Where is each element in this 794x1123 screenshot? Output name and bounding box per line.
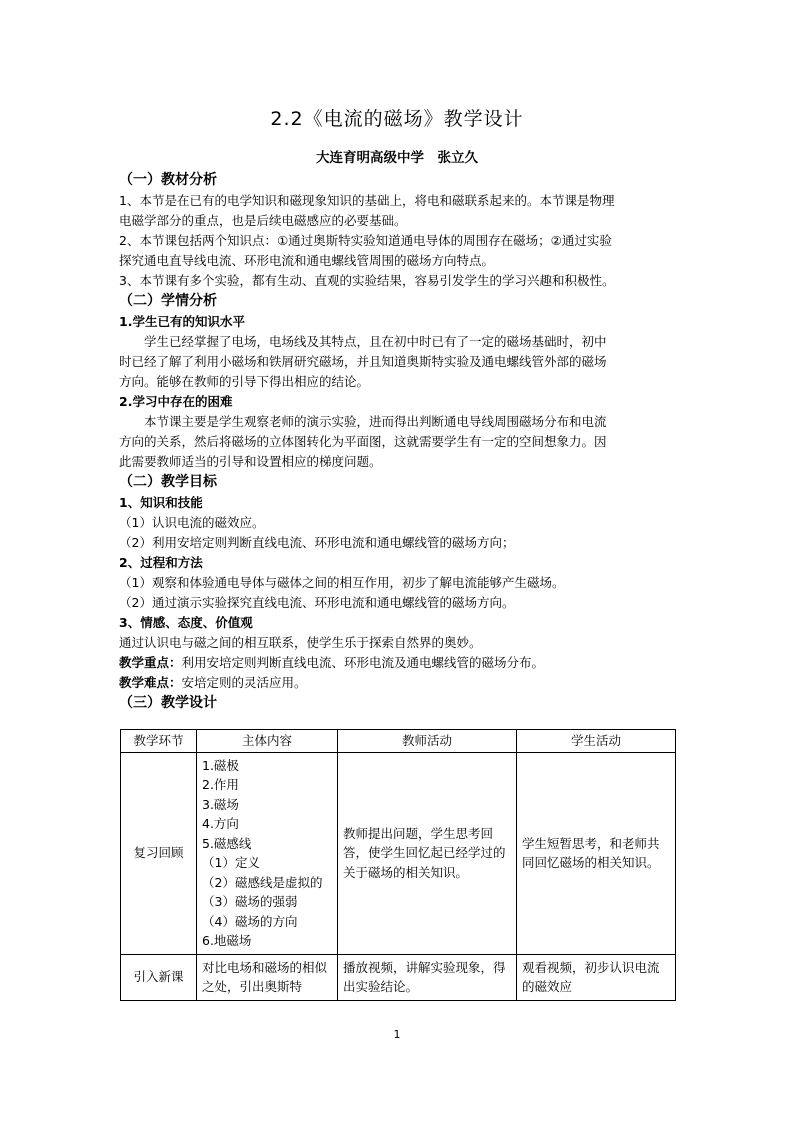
paragraph-line: 1、本节是在已有的电学知识和磁现象知识的基础上，将电和磁联系起来的。本节课是物理 [119,193,615,208]
content-item: （2）磁感线是虚拟的 [202,874,323,890]
subheading-difficulties: 2.学习中存在的困难 [119,394,233,409]
subheading-process-methods: 2、过程和方法 [119,555,203,570]
student-activity-cell: 观看视频，初步认识电流的磁效应 [517,954,676,1000]
paragraph-line: 电磁学部分的重点，也是后续电磁感应的必要基础。 [119,213,407,228]
content-item: 2.作用 [202,777,239,792]
content-item: 5.磁感线 [202,835,252,851]
key-point-line [119,653,679,673]
subheading-prior-knowledge: 1.学生已有的知识水平 [119,314,245,329]
content-item: 6.地磁场 [202,933,252,948]
content-item: （1）定义 [202,855,260,870]
page-number: 1 [393,1028,401,1041]
difficult-point-text: 安培定则的灵活应用。 [181,675,307,690]
table-row [121,954,676,1000]
subheading-emotions-values: 3、情感、态度、价值观 [119,615,253,630]
goal-line: （1）认识电流的磁效应。 [119,515,265,530]
goal-line: （1）观察和体验通电导体与磁体之间的相互作用，初步了解电流能够产生磁场。 [119,575,565,590]
content-item: （4）磁场的方向 [202,913,298,929]
teaching-design-table [120,729,676,1001]
paragraph-line: 方向的关系，然后将磁场的立体图转化为平面图，这就需要学生有一定的空间想象力。因 [119,434,607,449]
student-activity-cell: 学生短暂思考，和老师共同回忆磁场的相关知识。 [517,752,676,954]
section-heading-student-analysis: （二）学情分析 [119,293,217,309]
paragraph-line: 2、本节课包括两个知识点：①通过奥斯特实验知道通电导体的周围存在磁场；②通过实验 [119,233,612,248]
content-item: 4.方向 [202,816,239,831]
table-row [121,752,676,954]
stage-cell: 引入新课 [121,954,197,1000]
column-header: 教师活动 [338,730,517,753]
content-item: （3）磁场的强弱 [202,894,298,909]
teacher-activity-cell: 播放视频，讲解实验现象，得出实验结论。 [338,954,517,1000]
paragraph-line: 学生已经掌握了电场，电场线及其特点，且在初中时已有了一定的磁场基础时，初中 [144,334,607,349]
content-item: 3.磁场 [202,796,239,812]
column-header: 主体内容 [197,730,338,753]
key-point-text: 利用安培定则判断直线电流、环形电流及通电螺线管的磁场分布。 [181,655,545,670]
paragraph-line: 3、本节课有多个实验，都有生动、直观的实验结果，容易引发学生的学习兴趣和积极性。 [119,273,615,288]
goal-line: 通过认识电与磁之间的相互联系，使学生乐于探索自然界的奥妙。 [119,635,482,650]
column-header: 学生活动 [517,730,676,753]
content-cell: 对比电场和磁场的相似之处，引出奥斯特 [197,954,338,1000]
difficult-point-label: 教学难点： [119,675,182,690]
column-header: 教学环节 [121,730,197,753]
author-line: 大连育明高级中学 张立久 [316,150,478,166]
teacher-activity-cell: 教师提出问题，学生思考回答，使学生回忆起已经学过的关于磁场的相关知识。 [338,752,517,954]
key-point-label: 教学重点： [119,655,182,670]
document-body [119,170,679,714]
goal-line: （2）利用安培定则判断直线电流、环形电流和通电螺线管的磁场方向； [119,535,515,550]
paragraph-line: 本节课主要是学生观察老师的演示实验，进而得出判断通电导线周围磁场分布和电流 [144,414,607,429]
difficult-point-line [119,673,679,693]
document-title: 2.2《电流的磁场》教学设计 [270,108,524,130]
paragraph-line: 方向。能够在教师的引导下得出相应的结论。 [119,374,370,389]
section-heading-textbook-analysis: （一）教材分析 [119,172,217,188]
content-cell [197,752,338,954]
stage-cell: 复习回顾 [121,752,197,954]
table-header-row [121,730,676,753]
goal-line: （2）通过演示实验探究直线电流、环形电流和通电螺线管的磁场方向。 [119,595,515,610]
section-heading-teaching-design: （三）教学设计 [119,695,217,711]
paragraph-line: 此需要教师适当的引导和设置相应的梯度问题。 [119,454,382,469]
paragraph-line: 时已经了解了利用小磁场和铁屑研究磁场，并且知道奥斯特实验及通电螺线管外部的磁场 [119,354,607,369]
section-heading-teaching-goals: （二）教学目标 [119,474,217,490]
subheading-knowledge-skills: 1、知识和技能 [119,495,203,510]
paragraph-line: 探究通电直导线电流、环形电流和通电螺线管周围的磁场方向特点。 [119,253,495,268]
content-item: 1.磁极 [202,757,239,773]
